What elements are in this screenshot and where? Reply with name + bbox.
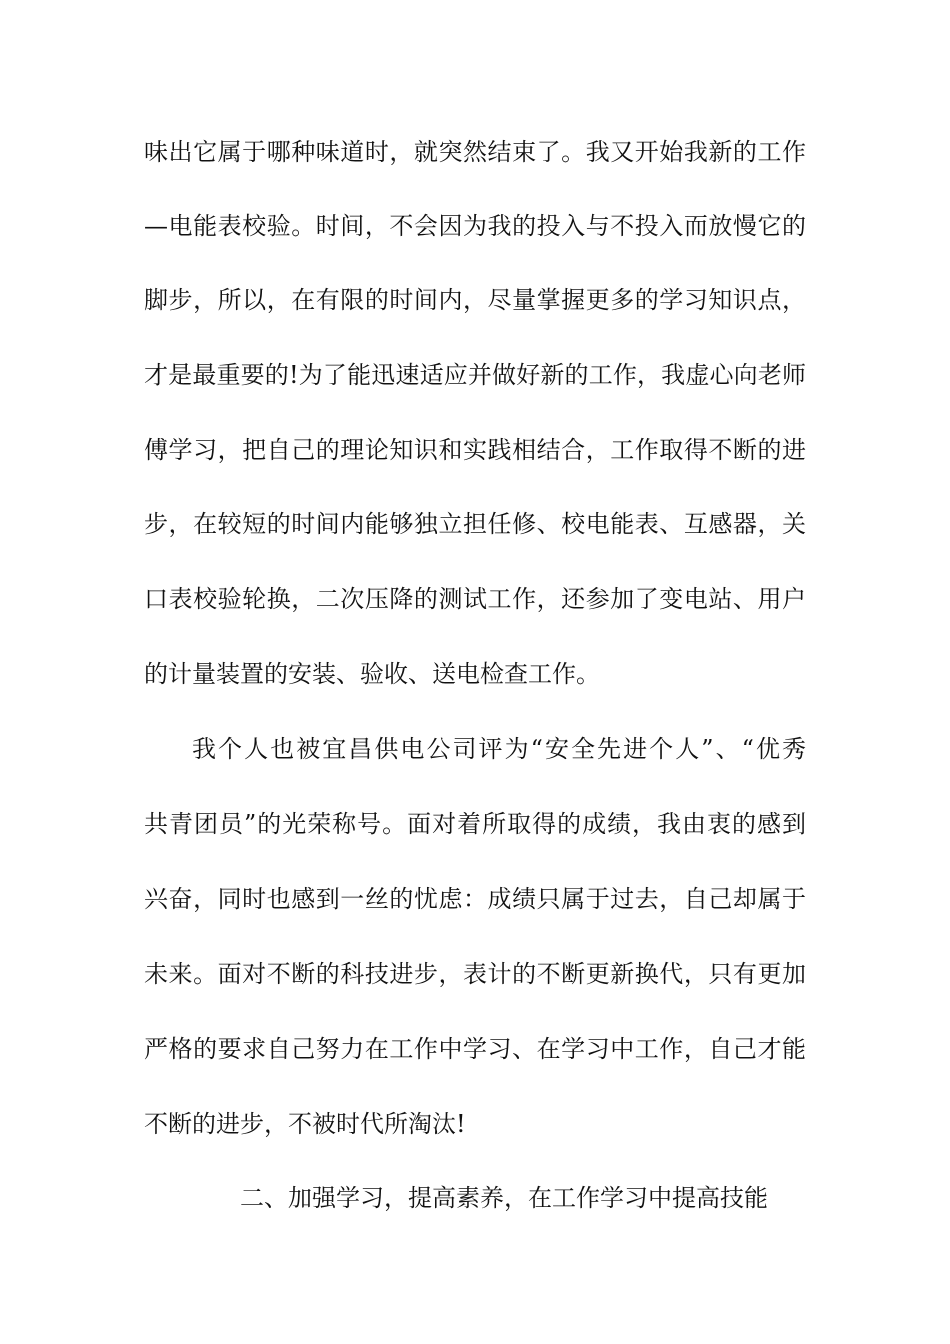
paragraph-line: 不断的进步，不被时代所淘汰! [144, 1110, 466, 1138]
paragraph-line: 味出它属于哪种味道时，就突然结束了。我又开始我新的工作 [144, 138, 806, 166]
paragraph-line: —电能表校验。时间，不会因为我的投入与不投入而放慢它的 [144, 212, 806, 240]
paragraph-line: 的计量装置的安装、验收、送电检查工作。 [144, 660, 600, 688]
paragraph-line: 口表校验轮换，二次压降的测试工作，还参加了变电站、用户 [144, 585, 806, 613]
paragraph-line: 我个人也被宜昌供电公司评为“安全先进个人”、“优秀 [192, 735, 806, 763]
paragraph-line: 脚步，所以，在有限的时间内，尽量掌握更多的学习知识点， [144, 286, 806, 314]
paragraph-line: 严格的要求自己努力在工作中学习、在学习中工作，自己才能 [144, 1035, 806, 1063]
paragraph-line: 未来。面对不断的科技进步，表计的不断更新换代，只有更加 [144, 960, 806, 988]
paragraph-line: 才是最重要的!为了能迅速适应并做好新的工作，我虚心向老师 [144, 361, 806, 389]
paragraph-line: 兴奋，同时也感到一丝的忧虑：成绩只属于过去，自己却属于 [144, 885, 806, 913]
section-heading: 二、加强学习，提高素养，在工作学习中提高技能 [240, 1184, 768, 1212]
paragraph-line: 步，在较短的时间内能够独立担任修、校电能表、互感器，关 [144, 510, 806, 538]
paragraph-line: 傅学习，把自己的理论知识和实践相结合，工作取得不断的进 [144, 436, 806, 464]
paragraph-line: 共青团员”的光荣称号。面对着所取得的成绩，我由衷的感到 [144, 810, 806, 838]
